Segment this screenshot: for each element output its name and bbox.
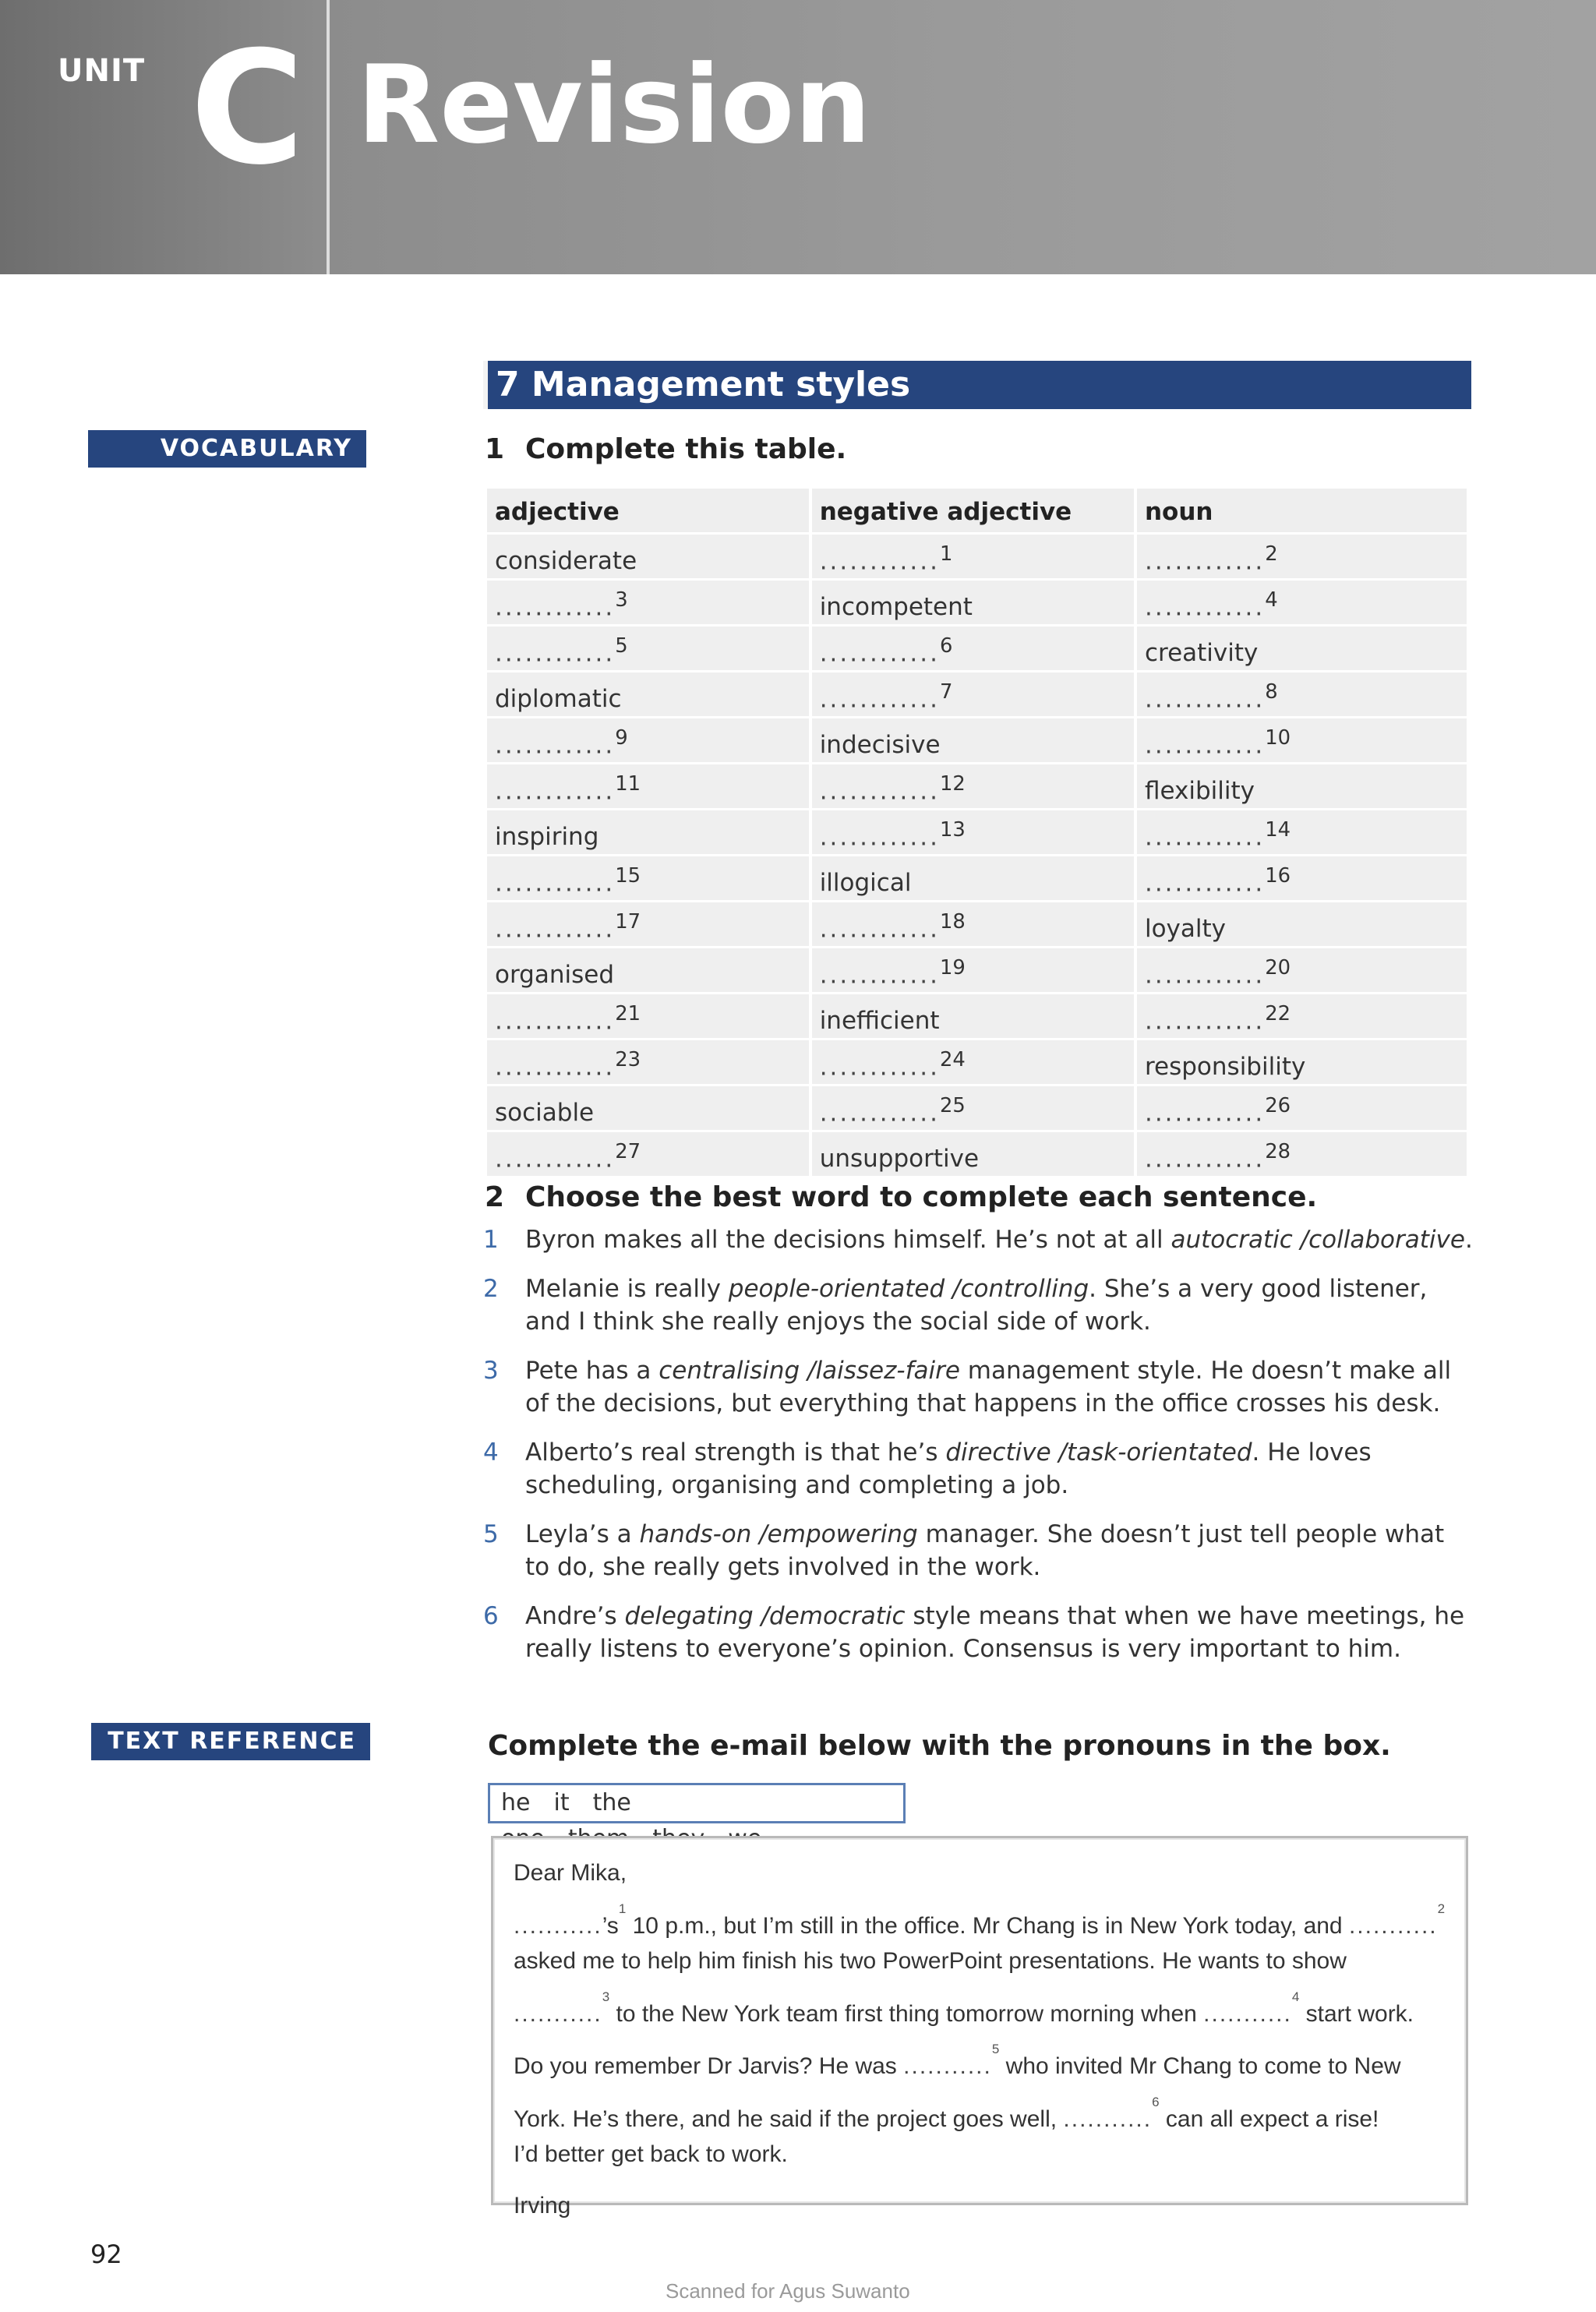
sentence-text-run: Alberto’s real strength is that he’s: [525, 1438, 946, 1467]
table-gap-cell: [812, 810, 1134, 854]
email-text: [514, 1855, 1449, 2223]
gap[interactable]: ............: [1144, 1007, 1266, 1035]
gap-number: 8: [1265, 679, 1278, 704]
exercise-2-heading: [485, 1181, 1317, 1213]
table-gap-cell: [487, 764, 809, 808]
word-choice[interactable]: people-orientated /controlling: [728, 1275, 1089, 1303]
gap-number: 23: [615, 1047, 641, 1071]
gap[interactable]: ............: [495, 777, 616, 805]
sentence-number: 5: [483, 1520, 499, 1548]
gap[interactable]: ............: [1144, 685, 1266, 713]
exercise-1-instruction: Complete this table.: [525, 433, 847, 465]
word-choice[interactable]: delegating /democratic: [624, 1602, 906, 1630]
table-gap-cell: [487, 1040, 809, 1084]
table-gap-cell: [1137, 1086, 1467, 1130]
table-row: [487, 627, 1467, 670]
gap-number: 2: [1437, 1901, 1446, 1916]
gap[interactable]: ............: [819, 915, 940, 943]
table-gap-cell: [812, 948, 1134, 992]
sentence-number: 6: [483, 1602, 499, 1630]
sentence-text-run: Melanie is really: [525, 1275, 729, 1303]
exercise-1-heading: [485, 433, 846, 465]
table-gap-cell: [487, 718, 809, 762]
table-cell: illogical: [812, 856, 1134, 900]
table-gap-cell: [1137, 672, 1467, 716]
table-gap-cell: [1137, 810, 1467, 854]
exercise-2-number: 2: [485, 1181, 505, 1213]
gap-number: 18: [939, 909, 966, 934]
gap[interactable]: ............: [819, 547, 940, 575]
email-text-run: asked me to help him finish his two PowerPoint presentations. He wants to show: [514, 1948, 1347, 1974]
unit-letter: C: [190, 18, 305, 199]
gap[interactable]: ...........: [1348, 1912, 1438, 1939]
gap-number: 4: [1265, 588, 1278, 612]
exercise-1-number: 1: [485, 433, 505, 465]
table-cell: inefficient: [812, 994, 1134, 1038]
gap[interactable]: ...........: [1063, 2106, 1153, 2132]
email-paragraph-2: [514, 2031, 1449, 2137]
gap[interactable]: ............: [1144, 823, 1266, 851]
text-reference-tag: TEXT REFERENCE: [91, 1723, 370, 1760]
gap[interactable]: ............: [819, 1099, 940, 1127]
pronoun-box: [488, 1783, 906, 1823]
gap-number: 12: [939, 771, 966, 796]
gap[interactable]: ...........: [514, 2000, 602, 2027]
email-box: [491, 1836, 1468, 2218]
table-cell: incompetent: [812, 581, 1134, 624]
gap[interactable]: ............: [495, 593, 616, 621]
table-body: [487, 535, 1467, 1176]
gap-number: 5: [991, 2042, 1000, 2056]
sentence-text: [525, 1436, 1473, 1502]
gap[interactable]: ............: [1144, 961, 1266, 989]
gap-number: 3: [615, 588, 628, 612]
gap-number: 21: [615, 1001, 641, 1025]
sentence-text-run: Pete has a: [525, 1357, 659, 1385]
table-gap-cell: [487, 1132, 809, 1176]
gap[interactable]: ............: [1144, 1145, 1266, 1173]
table-cell: considerate: [487, 535, 809, 578]
table-gap-cell: [812, 535, 1134, 578]
email-paragraph-1: [514, 1891, 1449, 2032]
sentence-item: [483, 1354, 1473, 1420]
table-row: [487, 764, 1467, 808]
table-cell: unsupportive: [812, 1132, 1134, 1176]
column-header: noun: [1137, 489, 1467, 532]
gap[interactable]: ............: [495, 1007, 616, 1035]
table-row: [487, 718, 1467, 762]
sentence-item: [483, 1223, 1473, 1256]
table-gap-cell: [1137, 948, 1467, 992]
word-choice[interactable]: hands-on /empowering: [639, 1520, 918, 1548]
gap-number: 28: [1265, 1139, 1291, 1163]
table-gap-cell: [812, 764, 1134, 808]
word-choice[interactable]: autocratic /collaborative: [1171, 1226, 1465, 1254]
table-header-row: [487, 489, 1467, 532]
table-cell: indecisive: [812, 718, 1134, 762]
gap-number: 16: [1265, 863, 1291, 888]
sentence-item: [483, 1436, 1473, 1502]
table-gap-cell: [487, 856, 809, 900]
gap-number: 19: [939, 955, 966, 980]
gap-number: 6: [1152, 2094, 1160, 2109]
column-header: adjective: [487, 489, 809, 532]
table-cell: creativity: [1137, 627, 1467, 670]
gap[interactable]: ............: [819, 961, 940, 989]
table-row: [487, 902, 1467, 946]
table-gap-cell: [1137, 856, 1467, 900]
table-cell: loyalty: [1137, 902, 1467, 946]
gap[interactable]: ............: [495, 1145, 616, 1173]
sentence-text-run: Byron makes all the decisions himself. He’s not at all: [525, 1226, 1171, 1254]
email-text-run: who invited Mr Chang to come to New York. He’s there, and he said if the project goes well,: [514, 2053, 1401, 2132]
sentence-text-run: management style. He doesn’t make all of the decisions, but everything that happens in the office crosses his desk.: [525, 1357, 1452, 1417]
exercise-2-instruction: Choose the best word to complete each sentence.: [525, 1181, 1318, 1213]
gap-number: 24: [939, 1047, 966, 1071]
word-choice[interactable]: centralising /laissez-faire: [659, 1357, 960, 1385]
gap[interactable]: ............: [495, 1053, 616, 1081]
table-row: [487, 948, 1467, 992]
gap-number: 26: [1265, 1093, 1291, 1117]
table-row: [487, 581, 1467, 624]
gap-number: 9: [615, 725, 628, 750]
sentence-item: [483, 1518, 1473, 1583]
gap-number: 11: [615, 771, 641, 796]
email-text-run: to the New York team first thing tomorrow morning when: [609, 2000, 1204, 2027]
gap[interactable]: ............: [819, 777, 940, 805]
exercise-3-instruction: Complete the e-mail below with the pronouns in the box.: [488, 1730, 1391, 1762]
gap-number: 20: [1265, 955, 1291, 980]
sentence-text-run: style means that when we have meetings, he really listens to everyone’s opinion. Consensus is very important to him.: [525, 1602, 1465, 1663]
gap[interactable]: ...........: [1203, 2000, 1292, 2027]
table-row: [487, 672, 1467, 716]
table-gap-cell: [1137, 535, 1467, 578]
unit-label: UNIT: [58, 53, 146, 89]
email-text-run: can all expect a rise!: [1159, 2106, 1379, 2132]
email-greeting: Dear Mika,: [514, 1860, 627, 1886]
table-row: [487, 535, 1467, 578]
table-gap-cell: [487, 902, 809, 946]
gap[interactable]: ............: [1144, 593, 1266, 621]
table-gap-cell: [812, 627, 1134, 670]
sentence-item: [483, 1600, 1473, 1665]
section-title: 7 Management styles: [483, 361, 1471, 409]
gap-number: 5: [615, 634, 628, 658]
page-number: 92: [90, 2240, 122, 2269]
unit-title: Revision: [357, 42, 871, 168]
gap[interactable]: ............: [1144, 869, 1266, 897]
sentence-text-run: Andre’s: [525, 1602, 625, 1630]
sentence-text-run: .: [1464, 1226, 1473, 1254]
sentence-text-run: . He loves scheduling, organising and completing a job.: [525, 1438, 1372, 1499]
gap[interactable]: ............: [1144, 731, 1266, 759]
gap[interactable]: ............: [495, 731, 616, 759]
gap-number: 1: [939, 542, 953, 566]
sentence-text: [525, 1518, 1473, 1583]
gap[interactable]: ............: [495, 869, 616, 897]
table-row: [487, 810, 1467, 854]
gap-number: 3: [602, 1989, 610, 2004]
table-cell: organised: [487, 948, 809, 992]
unit-banner: [0, 0, 1596, 274]
table-gap-cell: [487, 994, 809, 1038]
email-text-run: start work.: [1299, 2000, 1414, 2027]
pronoun-option: he: [501, 1789, 531, 1816]
table-gap-cell: [812, 672, 1134, 716]
gap-number: 25: [939, 1093, 966, 1117]
sentence-item: [483, 1272, 1473, 1338]
gap-number: 1: [618, 1901, 627, 1916]
gap[interactable]: ............: [819, 639, 940, 667]
table-row: [487, 1086, 1467, 1130]
table-gap-cell: [1137, 1132, 1467, 1176]
gap[interactable]: ............: [819, 823, 940, 851]
table-cell: responsibility: [1137, 1040, 1467, 1084]
sentence-number: 3: [483, 1357, 499, 1385]
vocabulary-tag: VOCABULARY: [88, 430, 366, 468]
gap[interactable]: ............: [495, 639, 616, 667]
table-cell: diplomatic: [487, 672, 809, 716]
gap[interactable]: ............: [1144, 547, 1266, 575]
gap-number: 2: [1265, 542, 1278, 566]
gap-number: 6: [939, 634, 953, 658]
sentence-text-run: . She’s a very good listener, and I think she really enjoys the social side of work.: [525, 1275, 1428, 1336]
table-gap-cell: [1137, 718, 1467, 762]
gap-number: 13: [939, 817, 966, 842]
banner-divider: [327, 0, 330, 274]
gap[interactable]: ............: [1144, 1099, 1266, 1127]
word-choice[interactable]: directive /task-orientated: [945, 1438, 1252, 1467]
gap-number: 27: [615, 1139, 641, 1163]
table-gap-cell: [1137, 994, 1467, 1038]
vocabulary-table: [484, 486, 1470, 1178]
gap[interactable]: ............: [819, 1053, 940, 1081]
email-text-run: Do you remember Dr Jarvis? He was: [514, 2053, 904, 2079]
pronoun-option: it: [553, 1789, 570, 1816]
table-gap-cell: [487, 627, 809, 670]
email-text-run: 10 p.m., but I’m still in the office. Mr Chang is in New York today, and: [626, 1912, 1349, 1939]
column-header: negative adjective: [812, 489, 1134, 532]
scan-note: Scanned for Agus Suwanto: [666, 2279, 910, 2303]
table-gap-cell: [812, 1040, 1134, 1084]
sentence-number: 1: [483, 1226, 499, 1254]
sentence-text: [525, 1223, 1473, 1256]
table-cell: inspiring: [487, 810, 809, 854]
email-paragraph-3: I’d better get back to work.: [514, 2141, 788, 2167]
table-row: [487, 856, 1467, 900]
table-row: [487, 1040, 1467, 1084]
pronoun-option: the: [592, 1789, 631, 1816]
sentence-number: 2: [483, 1275, 499, 1303]
table-gap-cell: [1137, 581, 1467, 624]
email-text-run: ’s: [602, 1912, 619, 1939]
email-signature: Irving: [514, 2192, 571, 2218]
gap-number: 14: [1265, 817, 1291, 842]
sentence-number: 4: [483, 1438, 499, 1467]
gap-number: 17: [615, 909, 641, 934]
gap[interactable]: ...........: [514, 1912, 602, 1939]
gap-number: 22: [1265, 1001, 1291, 1025]
sentence-text: [525, 1354, 1473, 1420]
sentence-text: [525, 1272, 1473, 1338]
gap-number: 10: [1265, 725, 1291, 750]
sentence-text-run: manager. She doesn’t just tell people what to do, she really gets involved in the work.: [525, 1520, 1445, 1581]
sentence-list: [483, 1223, 1473, 1682]
table-row: [487, 1132, 1467, 1176]
gap[interactable]: ...........: [903, 2053, 992, 2079]
table-gap-cell: [487, 581, 809, 624]
sentence-text: [525, 1600, 1473, 1665]
gap-number: 4: [1291, 1989, 1300, 2004]
gap-number: 15: [615, 863, 641, 888]
sentence-text-run: Leyla’s a: [525, 1520, 640, 1548]
table-gap-cell: [812, 902, 1134, 946]
gap-number: 7: [939, 679, 953, 704]
table-cell: flexibility: [1137, 764, 1467, 808]
gap[interactable]: ............: [495, 915, 616, 943]
table-gap-cell: [812, 1086, 1134, 1130]
gap[interactable]: ............: [819, 685, 940, 713]
table-row: [487, 994, 1467, 1038]
table-cell: sociable: [487, 1086, 809, 1130]
